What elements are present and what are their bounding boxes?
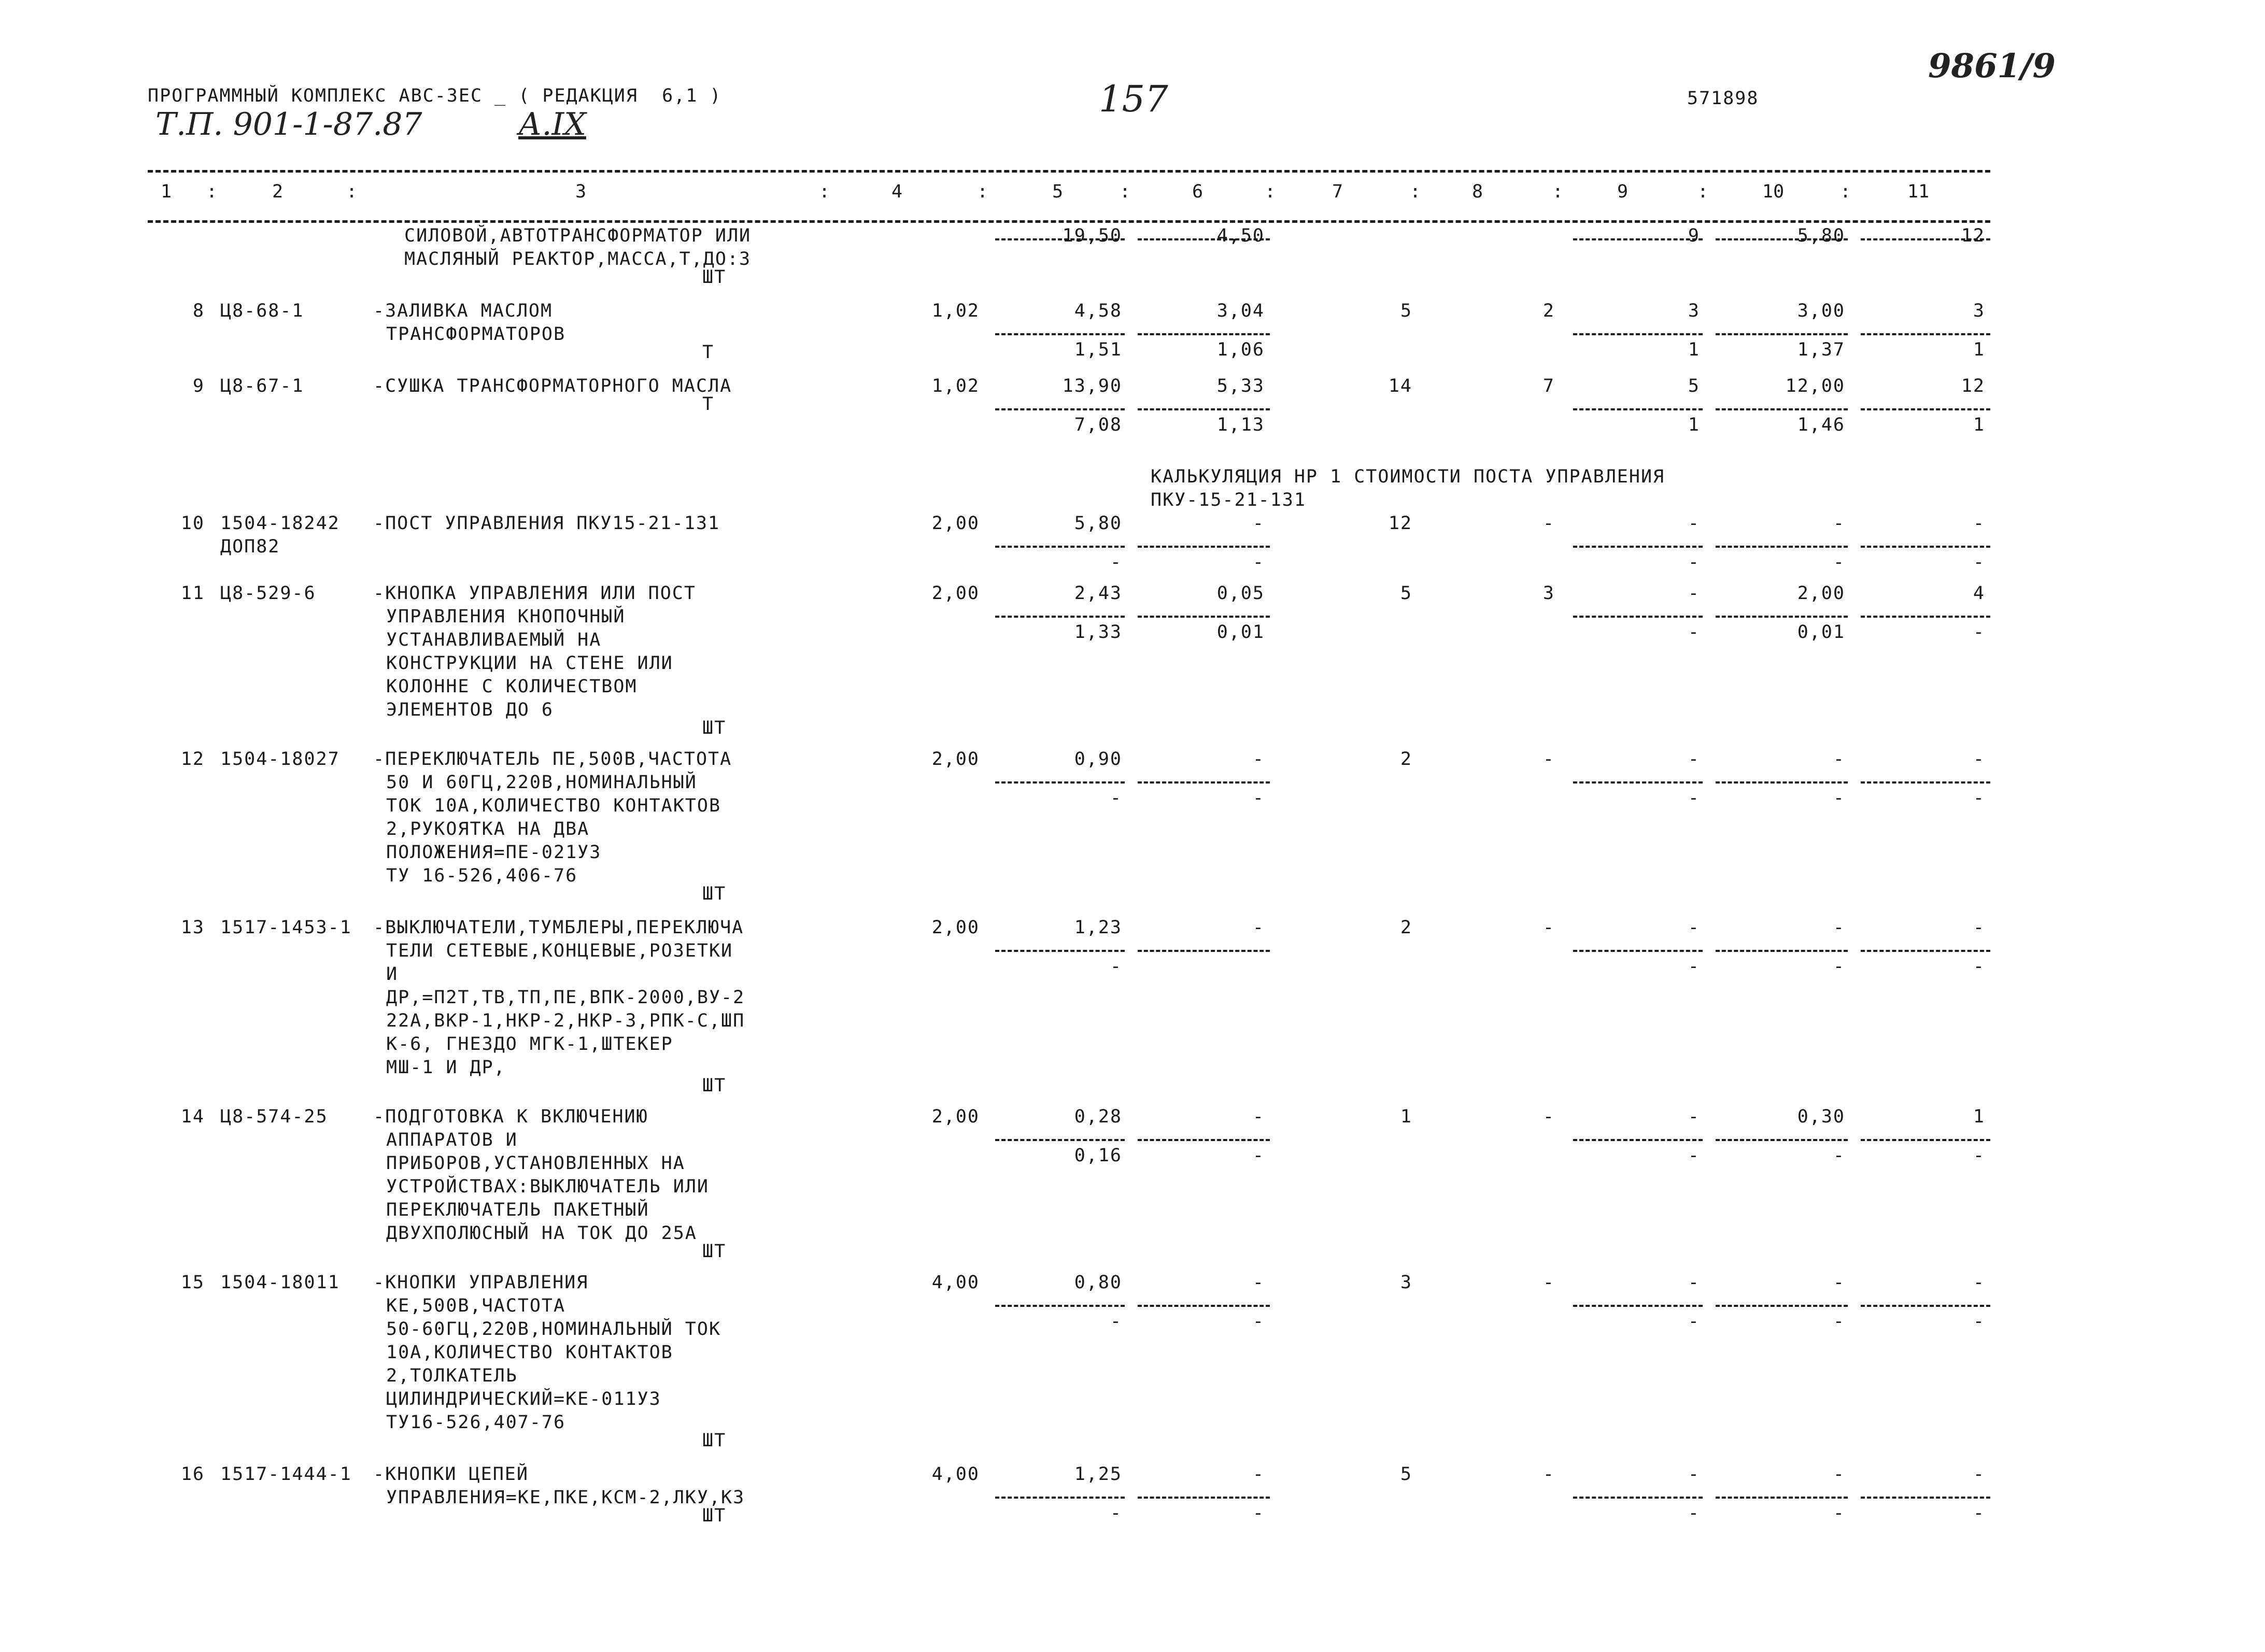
value-col-7: 12 [1388,513,1412,534]
subvalue-col-10: - [1833,1145,1845,1166]
work-description: ТУ 16-526,406-76 [386,865,578,886]
column-separators: : [819,181,830,202]
row-number: 11 [180,583,205,604]
separator-col-6 [1138,238,1270,240]
value-col-9: - [1688,1106,1700,1127]
value-col-5: 0,90 [1074,749,1122,770]
column-header-6: 6 [1192,181,1204,202]
work-description: 22А,ВКР-1,НКР-2,НКР-3,РПК-С,ШП [386,1010,745,1031]
separator-col-9 [1573,1305,1703,1307]
separator-col-5 [995,1139,1125,1141]
value-col-6: - [1252,917,1265,938]
column-separators: : [1265,181,1276,202]
row-number: 10 [180,513,205,534]
separator-col-9 [1573,1497,1703,1499]
value-col-8: - [1542,513,1555,534]
separator-col-11 [1861,1497,1990,1499]
value-col-11: 12 [1961,376,1985,396]
separator-col-10 [1716,1497,1848,1499]
value-col-8: 2 [1542,301,1555,321]
subvalue-col-9: - [1688,1145,1700,1166]
separator-col-6 [1138,950,1270,952]
value-col-6: 5,33 [1216,376,1265,396]
work-description: И [386,964,399,985]
header-rule-bottom [148,220,1990,223]
row-number: 9 [192,376,205,396]
value-col-11: - [1973,917,1985,938]
subvalue-col-9: - [1688,956,1700,977]
value-col-5: 13,90 [1062,376,1122,396]
value-col-10: 5,80 [1797,225,1845,246]
separator-col-6 [1138,408,1270,410]
value-col-7: 3 [1400,1272,1412,1293]
value-col-4: 2,00 [931,749,980,770]
value-col-6: 3,04 [1216,301,1265,321]
work-description: ЭЛЕМЕНТОВ ДО 6 [386,700,554,720]
subvalue-col-10: 1,37 [1797,339,1845,360]
row-number: 13 [180,917,205,938]
value-col-4: 1,02 [931,376,980,396]
rate-code: 1517-1453-1 [220,917,352,938]
column-header-9: 9 [1617,181,1629,202]
subvalue-col-5: - [1110,788,1122,808]
work-description: ТОК 10А,КОЛИЧЕСТВО КОНТАКТОВ [386,795,721,816]
unit-of-measure: Т [702,342,715,363]
value-col-6: 0,05 [1216,583,1265,604]
work-description: ПЕРЕКЛЮЧАТЕЛЬ ПАКЕТНЫЙ [386,1200,649,1220]
subvalue-col-5: - [1110,1311,1122,1332]
page-number: 157 [1099,78,1168,120]
value-col-4: 2,00 [931,1106,980,1127]
subvalue-col-10: - [1833,1311,1845,1332]
row-number: 8 [192,301,205,321]
value-col-10: 0,30 [1797,1106,1845,1127]
value-col-6: - [1252,749,1265,770]
rate-code: Ц8-68-1 [220,301,304,321]
work-description: КОНСТРУКЦИИ НА СТЕНЕ ИЛИ [386,653,673,674]
separator-col-11 [1861,408,1990,410]
program-title: ПРОГРАММНЫЙ КОМПЛЕКС АВС-ЗЕС _ ( РЕДАКЦИЯ 6,1 ) [148,86,722,106]
value-col-9: - [1688,917,1700,938]
value-col-9: - [1688,1272,1700,1293]
subvalue-col-10: - [1833,1503,1845,1523]
rate-code: 1504-18027 [220,749,340,770]
value-col-9: 3 [1688,301,1700,321]
separator-col-9 [1573,546,1703,548]
work-description: -КНОПКИ УПРАВЛЕНИЯ [373,1272,589,1293]
work-description: АППАРАТОВ И [386,1130,518,1150]
separator-col-5 [995,950,1125,952]
unit-of-measure: ШТ [702,718,727,738]
value-col-8: 7 [1542,376,1555,396]
work-description: -ПЕРЕКЛЮЧАТЕЛЬ ПЕ,500В,ЧАСТОТА [373,749,732,770]
subvalue-col-10: 1,46 [1797,415,1845,435]
subvalue-col-5: - [1110,552,1122,573]
value-col-5: 1,23 [1074,917,1122,938]
column-separators: : [1410,181,1421,202]
separator-col-5 [995,408,1125,410]
work-description: -ПОСТ УПРАВЛЕНИЯ ПКУ15-21-131 [373,513,720,534]
separator-col-10 [1716,546,1848,548]
separator-col-11 [1861,333,1990,335]
separator-col-10 [1716,1139,1848,1141]
separator-col-10 [1716,238,1848,240]
value-col-10: - [1833,917,1845,938]
value-col-11: 1 [1973,1106,1985,1127]
unit-of-measure: ШТ [702,1241,727,1262]
value-col-9: - [1688,513,1700,534]
value-col-8: - [1542,917,1555,938]
separator-col-5 [995,781,1125,784]
value-col-7: 5 [1400,583,1412,604]
work-description: -ВЫКЛЮЧАТЕЛИ,ТУМБЛЕРЫ,ПЕРЕКЛЮЧА [373,917,744,938]
value-col-5: 0,80 [1074,1272,1122,1293]
column-header-3: 3 [575,181,587,202]
value-col-4: 4,00 [931,1272,980,1293]
separator-col-10 [1716,781,1848,784]
separator-col-10 [1716,408,1848,410]
value-col-7: 5 [1400,301,1412,321]
work-description: 10А,КОЛИЧЕСТВО КОНТАКТОВ [386,1342,673,1363]
value-col-5: 1,25 [1074,1464,1122,1485]
column-header-4: 4 [891,181,903,202]
section-title: ПКУ-15-21-131 [1151,490,1306,510]
subvalue-col-11: - [1973,1503,1985,1523]
separator-col-9 [1573,616,1703,618]
value-col-7: 5 [1400,1464,1412,1485]
value-col-10: - [1833,1272,1845,1293]
value-col-11: 12 [1961,225,1985,246]
value-col-8: - [1542,1464,1555,1485]
subvalue-col-6: 1,13 [1216,415,1265,435]
separator-col-6 [1138,1497,1270,1499]
column-header-8: 8 [1472,181,1483,202]
unit-of-measure: ШТ [702,884,727,904]
rate-code: 1504-18011 [220,1272,340,1293]
subvalue-col-10: - [1833,552,1845,573]
separator-col-5 [995,1497,1125,1499]
work-description: -КНОПКИ ЦЕПЕЙ [373,1464,529,1485]
separator-col-5 [995,333,1125,335]
value-col-5: 4,58 [1074,301,1122,321]
work-description: 2,ТОЛКАТЕЛЬ [386,1365,518,1386]
separator-col-6 [1138,781,1270,784]
subvalue-col-5: 1,33 [1074,622,1122,643]
row-number: 12 [180,749,205,770]
work-description: 50 И 60ГЦ,220В,НОМИНАЛЬНЫЙ [386,772,697,793]
subvalue-col-6: - [1252,788,1265,808]
value-col-9: - [1688,749,1700,770]
rate-code: Ц8-529-6 [220,583,316,604]
separator-col-9 [1573,1139,1703,1141]
separator-col-9 [1573,950,1703,952]
subvalue-col-6: - [1252,1503,1265,1523]
work-description: -ЗАЛИВКА МАСЛОМ [373,301,553,321]
subvalue-col-9: 1 [1688,415,1700,435]
work-description: ДР,=П2Т,ТВ,ТП,ПЕ,ВПК-2000,ВУ-2 [386,987,745,1008]
value-col-10: 12,00 [1785,376,1845,396]
column-header-11: 11 [1907,181,1930,202]
subvalue-col-11: 1 [1973,339,1985,360]
subvalue-col-5: 1,51 [1074,339,1122,360]
subvalue-col-11: - [1973,1145,1985,1166]
project-code: Т.П. 901-1-87.87 [155,106,422,143]
document-code: 571898 [1687,88,1759,109]
separator-col-5 [995,1305,1125,1307]
value-col-4: 2,00 [931,583,980,604]
subvalue-col-11: - [1973,1311,1985,1332]
value-col-6: - [1252,1464,1265,1485]
section-title: КАЛЬКУЛЯЦИЯ НР 1 СТОИМОСТИ ПОСТА УПРАВЛЕНИЯ [1151,466,1665,487]
value-col-7: 1 [1400,1106,1412,1127]
separator-col-11 [1861,616,1990,618]
value-col-6: 4,50 [1216,225,1265,246]
value-col-4: 1,02 [931,301,980,321]
separator-col-9 [1573,333,1703,335]
value-col-9: - [1688,583,1700,604]
unit-of-measure: ШТ [702,1430,727,1451]
separator-col-11 [1861,546,1990,548]
album-number: А.IX [518,106,586,143]
separator-col-6 [1138,1305,1270,1307]
row-number: 14 [180,1106,205,1127]
subvalue-col-6: - [1252,552,1265,573]
value-col-6: - [1252,1106,1265,1127]
subvalue-col-6: 0,01 [1216,622,1265,643]
work-description: КЕ,500В,ЧАСТОТА [386,1295,566,1316]
subvalue-col-5: - [1110,1503,1122,1523]
work-description: УПРАВЛЕНИЯ=КЕ,ПКЕ,КСМ-2,ЛКУ,КЗ [386,1487,745,1508]
value-col-4: 4,00 [931,1464,980,1485]
value-col-5: 0,28 [1074,1106,1122,1127]
row-number: 15 [180,1272,205,1293]
column-separators: : [977,181,988,202]
work-description: УПРАВЛЕНИЯ КНОПОЧНЫЙ [386,606,626,627]
work-description: 2,РУКОЯТКА НА ДВА [386,819,590,839]
rate-code: Ц8-574-25 [220,1106,328,1127]
separator-col-11 [1861,1305,1990,1307]
subvalue-col-5: 0,16 [1074,1145,1122,1166]
value-col-11: 4 [1973,583,1985,604]
value-col-10: 3,00 [1797,301,1845,321]
value-col-9: - [1688,1464,1700,1485]
value-col-10: - [1833,749,1845,770]
header-rule-top [148,170,1990,173]
separator-col-6 [1138,616,1270,618]
column-header-2: 2 [272,181,284,202]
work-description: ПОЛОЖЕНИЯ=ПЕ-021У3 [386,842,602,863]
subvalue-col-5: 7,08 [1074,415,1122,435]
subvalue-col-6: 1,06 [1216,339,1265,360]
separator-col-10 [1716,333,1848,335]
work-description: ТУ16-526,407-76 [386,1412,566,1433]
value-col-11: - [1973,749,1985,770]
separator-col-6 [1138,1139,1270,1141]
work-description: -КНОПКА УПРАВЛЕНИЯ ИЛИ ПОСТ [373,583,696,604]
unit-of-measure: Т [702,394,715,415]
separator-col-9 [1573,408,1703,410]
separator-col-10 [1716,950,1848,952]
subvalue-col-11: - [1973,956,1985,977]
separator-col-6 [1138,333,1270,335]
separator-col-9 [1573,781,1703,784]
value-col-8: - [1542,749,1555,770]
subvalue-col-11: - [1973,788,1985,808]
subvalue-col-11: - [1973,552,1985,573]
value-col-4: 2,00 [931,513,980,534]
column-separators: : [1120,181,1131,202]
work-description: -СУШКА ТРАНСФОРМАТОРНОГО МАСЛА [373,376,732,396]
value-col-6: - [1252,513,1265,534]
row-number: 16 [180,1464,205,1485]
value-col-5: 2,43 [1074,583,1122,604]
value-col-7: 14 [1388,376,1412,396]
column-separators: : [1552,181,1564,202]
value-col-11: - [1973,513,1985,534]
unit-of-measure: ШТ [702,267,727,288]
subvalue-col-9: 1 [1688,339,1700,360]
subvalue-col-5: - [1110,956,1122,977]
work-description: СИЛОВОЙ,АВТОТРАНСФОРМАТОР ИЛИ [404,225,752,246]
work-description: ЦИЛИНДРИЧЕСКИЙ=КЕ-011У3 [386,1389,661,1409]
column-separators: : [346,181,358,202]
subvalue-col-10: 0,01 [1797,622,1845,643]
separator-col-5 [995,546,1125,548]
value-col-9: 9 [1688,225,1700,246]
subvalue-col-9: - [1688,1311,1700,1332]
work-description: -ПОДГОТОВКА К ВКЛЮЧЕНИЮ [373,1106,648,1127]
separator-col-11 [1861,238,1990,240]
subvalue-col-6: - [1252,1145,1265,1166]
value-col-11: - [1973,1464,1985,1485]
value-col-11: 3 [1973,301,1985,321]
separator-col-5 [995,238,1125,240]
archive-number: 9861/9 [1928,47,2056,86]
value-col-11: - [1973,1272,1985,1293]
column-header-5: 5 [1052,181,1064,202]
value-col-4: 2,00 [931,917,980,938]
work-description: К-6, ГНЕЗДО МГК-1,ШТЕКЕР [386,1034,673,1055]
work-description: ПРИБОРОВ,УСТАНОВЛЕННЫХ НА [386,1153,685,1174]
separator-col-10 [1716,1305,1848,1307]
separator-col-11 [1861,950,1990,952]
work-description: 50-60ГЦ,220В,НОМИНАЛЬНЫЙ ТОК [386,1319,721,1340]
value-col-10: - [1833,1464,1845,1485]
work-description: МШ-1 И ДР, [386,1057,506,1078]
value-col-7: 2 [1400,749,1412,770]
subvalue-col-11: - [1973,622,1985,643]
separator-col-5 [995,616,1125,618]
separator-col-10 [1716,616,1848,618]
subvalue-col-9: - [1688,552,1700,573]
value-col-6: - [1252,1272,1265,1293]
work-description: УСТРОЙСТВАХ:ВЫКЛЮЧАТЕЛЬ ИЛИ [386,1176,709,1197]
value-col-5: 19,50 [1062,225,1122,246]
work-description: ТРАНСФОРМАТОРОВ [386,324,566,345]
work-description: ДВУХПОЛЮСНЫЙ НА ТОК ДО 25А [386,1223,697,1244]
column-header-7: 7 [1332,181,1343,202]
column-separators: : [1840,181,1851,202]
subvalue-col-10: - [1833,956,1845,977]
work-description: КОЛОННЕ С КОЛИЧЕСТВОМ [386,676,638,697]
subvalue-col-9: - [1688,1503,1700,1523]
work-description: МАСЛЯНЫЙ РЕАКТОР,МАССА,Т,ДО:3 [404,249,752,269]
subvalue-col-10: - [1833,788,1845,808]
column-separators: : [206,181,218,202]
value-col-8: - [1542,1106,1555,1127]
unit-of-measure: ШТ [702,1505,727,1526]
rate-code: Ц8-67-1 [220,376,304,396]
subvalue-col-9: - [1688,622,1700,643]
subvalue-col-11: 1 [1973,415,1985,435]
value-col-8: - [1542,1272,1555,1293]
value-col-9: 5 [1688,376,1700,396]
value-col-10: - [1833,513,1845,534]
subvalue-col-6: - [1252,1311,1265,1332]
rate-code: 1517-1444-1 [220,1464,352,1485]
separator-col-11 [1861,781,1990,784]
rate-code-suffix: ДОП82 [220,536,280,557]
work-description: УСТАНАВЛИВАЕМЫЙ НА [386,630,602,650]
column-separators: : [1697,181,1709,202]
rate-code: 1504-18242 [220,513,340,534]
column-header-10: 10 [1762,181,1785,202]
value-col-7: 2 [1400,917,1412,938]
value-col-8: 3 [1542,583,1555,604]
separator-col-6 [1138,546,1270,548]
subvalue-col-9: - [1688,788,1700,808]
unit-of-measure: ШТ [702,1075,727,1096]
column-header-1: 1 [161,181,172,202]
separator-col-11 [1861,1139,1990,1141]
value-col-5: 5,80 [1074,513,1122,534]
work-description: ТЕЛИ СЕТЕВЫЕ,КОНЦЕВЫЕ,РОЗЕТКИ [386,941,733,961]
separator-col-9 [1573,238,1703,240]
value-col-10: 2,00 [1797,583,1845,604]
